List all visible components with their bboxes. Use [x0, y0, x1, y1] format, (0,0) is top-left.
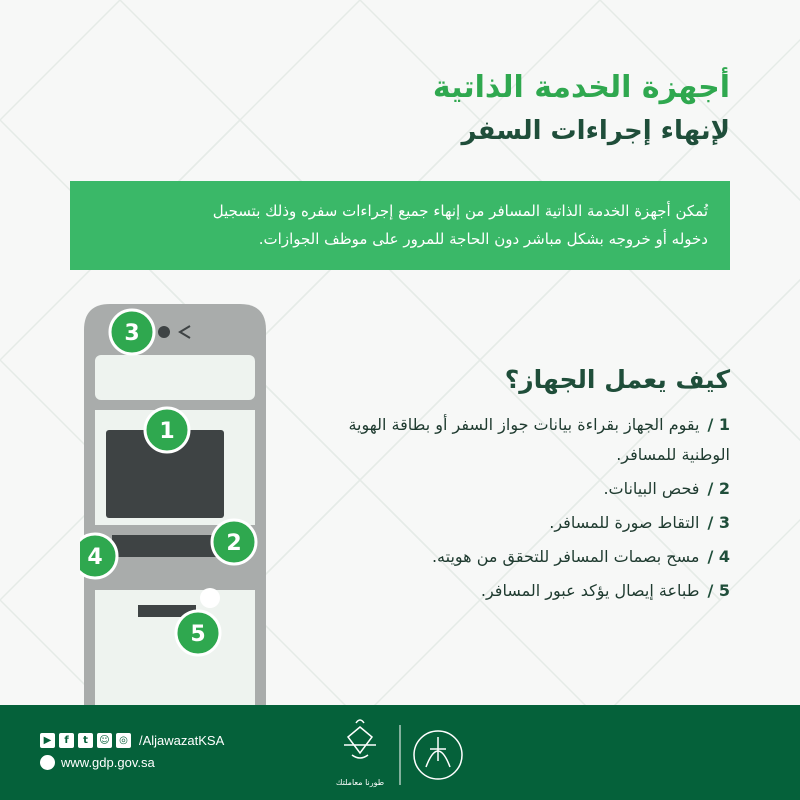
kiosk-top-panel: [95, 355, 255, 400]
list-item: [330, 474, 730, 504]
step-number: 4 /: [707, 547, 730, 566]
logo-caption: طورنا معاملتك: [335, 778, 385, 787]
globe-icon: [40, 755, 55, 770]
youtube-icon[interactable]: ▶: [40, 733, 55, 748]
steps-list: [330, 410, 730, 610]
intro-line-1: تُمكن أجهزة الخدمة الذاتية المسافر من إنهاء جميع إجراءات سفره وذلك بتسجيل: [212, 202, 708, 220]
kiosk-badge-1: 1: [159, 419, 175, 444]
kiosk-badge-4: 4: [87, 545, 103, 570]
intro-line-2: دخوله أو خروجه بشكل مباشر دون الحاجة للمرور على موظف الجوازات.: [258, 230, 708, 248]
step-number: 3 /: [707, 513, 730, 532]
kiosk-badge-2: 2: [226, 531, 242, 556]
logos: [330, 715, 470, 793]
page-title: أجهزة الخدمة الذاتية: [432, 70, 730, 105]
twitter-icon[interactable]: t: [78, 733, 93, 748]
kiosk-badge-3: 3: [124, 321, 140, 346]
social-handle[interactable]: /AljawazatKSA: [139, 733, 225, 748]
page-subtitle: لإنهاء إجراءات السفر: [461, 116, 730, 146]
social-links: [40, 733, 224, 748]
emblem-logo-left: [344, 720, 376, 758]
list-item: [330, 508, 730, 538]
list-item: [330, 410, 730, 470]
kiosk-illustration: [80, 300, 270, 705]
step-text: فحص البيانات.: [603, 479, 700, 498]
instagram-icon[interactable]: ◎: [116, 733, 131, 748]
step-text: مسح بصمات المسافر للتحقق من هويته.: [431, 547, 700, 566]
step-text: يقوم الجهاز بقراءة بيانات جواز السفر أو بطاقة الهوية الوطنية للمسافر.: [348, 415, 730, 464]
step-number: 2 /: [707, 479, 730, 498]
step-number: 5 /: [707, 581, 730, 600]
list-item: [330, 576, 730, 606]
step-text: طباعة إيصال يؤكد عبور المسافر.: [480, 581, 700, 600]
snapchat-icon[interactable]: ☺: [97, 733, 112, 748]
camera-icon: [158, 326, 170, 338]
footer-bar: [0, 705, 800, 800]
kiosk-light: [200, 588, 220, 608]
emblem-logo-right: [414, 731, 462, 779]
intro-banner: [70, 181, 730, 270]
website-url[interactable]: www.gdp.gov.sa: [61, 755, 155, 770]
website-link[interactable]: [40, 755, 155, 770]
list-item: [330, 542, 730, 572]
step-text: التقاط صورة للمسافر.: [549, 513, 700, 532]
how-it-works-title: كيف يعمل الجهاز؟: [504, 365, 730, 394]
step-number: 1 /: [707, 415, 730, 434]
kiosk-badge-5: 5: [190, 622, 206, 647]
facebook-icon[interactable]: f: [59, 733, 74, 748]
